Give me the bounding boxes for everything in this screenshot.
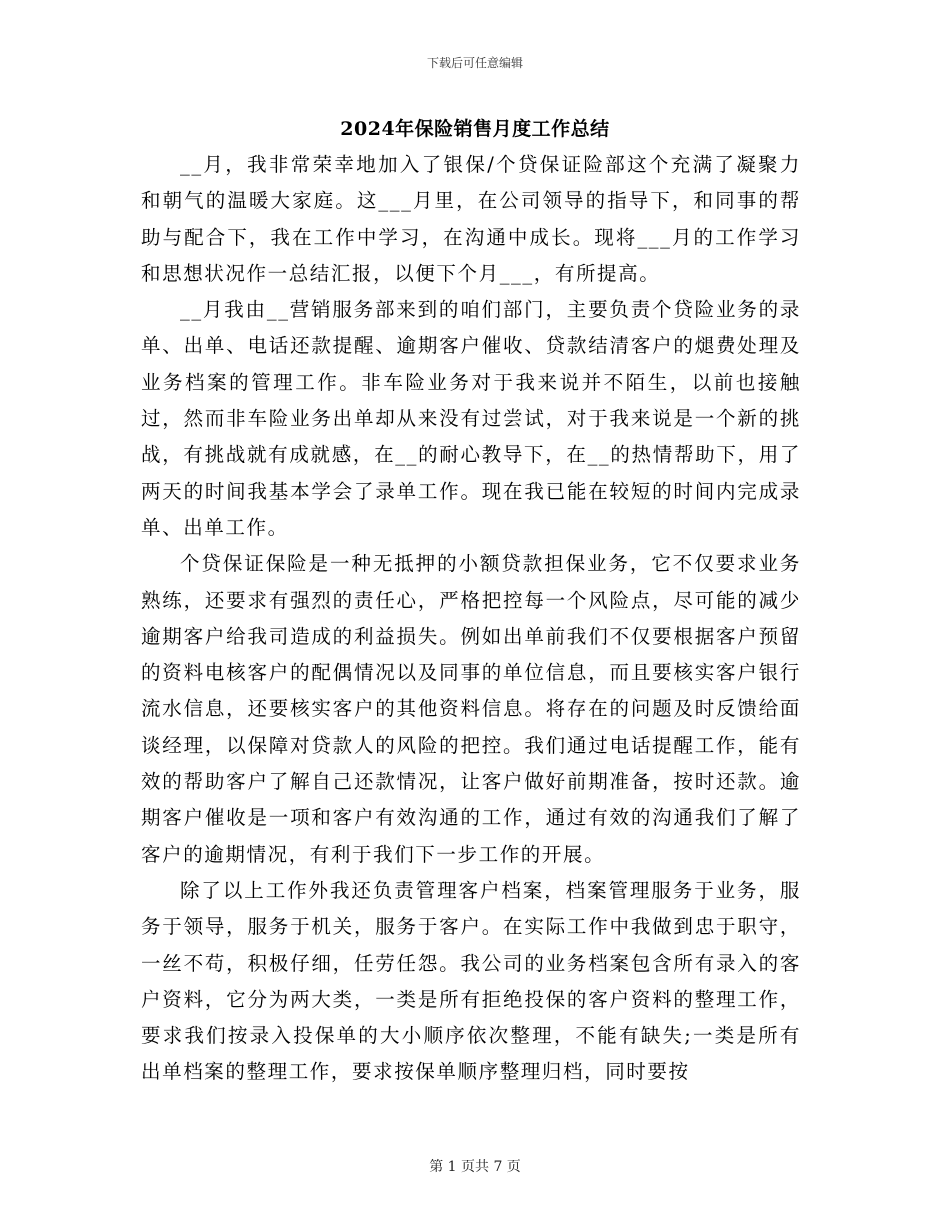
header-note: 下载后可任意编辑 bbox=[426, 56, 523, 70]
paragraph-1: __月，我非常荣幸地加入了银保/个贷保证险部这个充满了凝聚力和朝气的温暖大家庭。这___月里，在公司领导的指导下，和同事的帮助与配合下，我在工作中学习，在沟通中成长。现将___月的工作学习和思想状况作一总结汇报，以便下个月___，有所提高。 bbox=[141, 153, 801, 285]
page-number: 第 1 页共 7 页 bbox=[429, 1159, 521, 1175]
paragraph-4: 除了以上工作外我还负责管理客户档案，档案管理服务于业务，服务于领导，服务于机关，服务于客户。在实际工作中我做到忠于职守，一丝不苟，积极仔细，任劳任怨。我公司的业务档案包含所有录入的客户资料，它分为两大类，一类是所有拒绝投保的客户资料的整理工作，要求我们按录入投保单的大小顺序依次整理，不能有缺失;一类是所有出单档案的整理工作，要求按保单顺序整理归档，同时要按 bbox=[141, 878, 801, 1084]
document-title: 2024年保险销售月度工作总结 bbox=[340, 118, 610, 140]
paragraph-3: 个贷保证保险是一种无抵押的小额贷款担保业务，它不仅要求业务熟练，还要求有强烈的责任心，严格把控每一个风险点，尽可能的减少逾期客户给我司造成的利益损失。例如出单前我们不仅要根据客户预留的资料电核客户的配偶情况以及同事的单位信息，而且要核实客户银行流水信息，还要核实客户的其他资料信息。将存在的问题及时反馈给面谈经理，以保障对贷款人的风险的把控。我们通过电话提醒工作，能有效的帮助客户了解自己还款情况，让客户做好前期准备，按时还款。逾期客户催收是一项和客户有效沟通的工作，通过有效的沟通我们了解了客户的逾期情况，有利于我们下一步工作的开展。 bbox=[141, 552, 801, 866]
paragraph-2: __月我由__营销服务部来到的咱们部门，主要负责个贷险业务的录单、出单、电话还款提醒、逾期客户催收、贷款结清客户的煺费处理及业务档案的管理工作。非车险业务对于我来说并不陌生，以前也接触过，然而非车险业务出单却从来没有过尝试，对于我来说是一个新的挑战，有挑战就有成就感，在__的耐心教导下，在__的热情帮助下，用了两天的时间我基本学会了录单工作。现在我已能在较短的时间内完成录单、出单工作。 bbox=[141, 298, 801, 539]
document-body bbox=[141, 147, 801, 1091]
